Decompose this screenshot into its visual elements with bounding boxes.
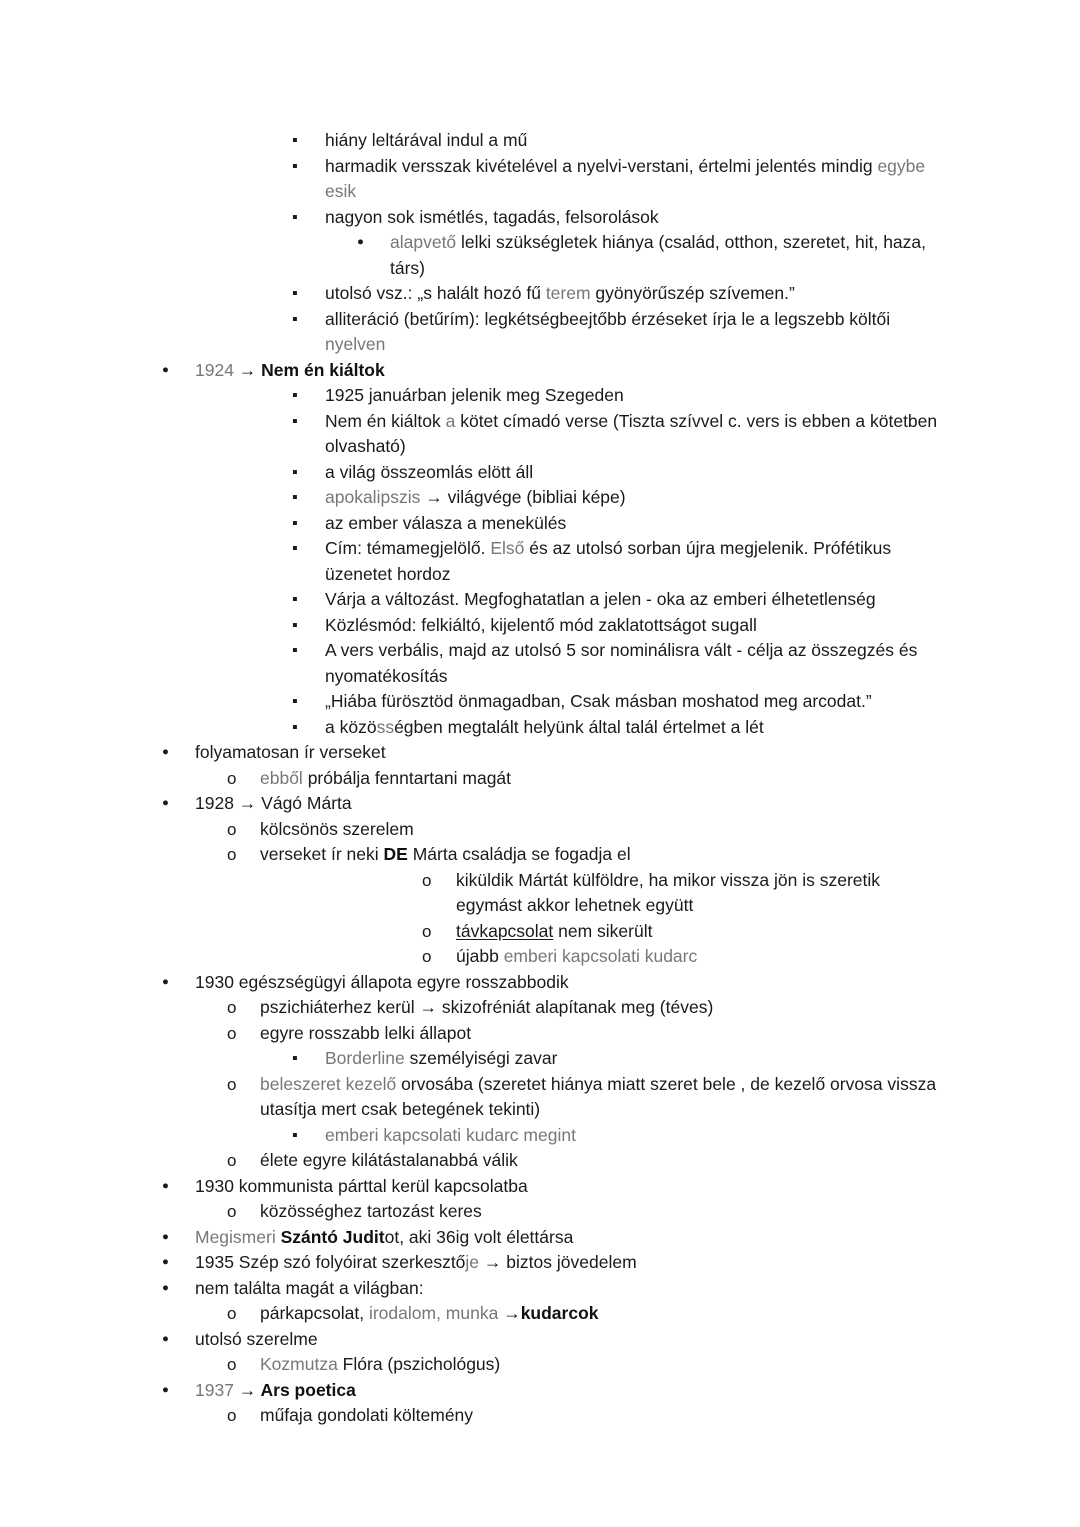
text-segment: 1928 (195, 793, 239, 813)
list-item (130, 383, 950, 409)
list-item-text (325, 640, 917, 686)
list-item-text (260, 1201, 482, 1221)
disc-bullet-icon: ● (162, 1332, 169, 1345)
list-item-text (390, 232, 926, 278)
text-segment: nem találta magát a világban: (195, 1277, 424, 1298)
list-item-text (325, 130, 527, 150)
list-item (130, 817, 950, 843)
text-segment: távkapcsolat (456, 920, 554, 941)
text-segment: irodalom, munka (368, 1303, 504, 1323)
text-segment: Vágó Márta (261, 793, 352, 813)
text-segment: harmadik versszak kivételével a nyelvi-verstani, értelmi jelentés mindig (325, 155, 878, 176)
list-item (130, 715, 950, 741)
square-bullet-icon: ▪ (292, 693, 298, 710)
list-item-text (325, 691, 872, 711)
square-bullet-icon: ▪ (292, 642, 298, 659)
text-segment: ot, aki 36ig volt élettársa (384, 1226, 574, 1247)
list-item (130, 944, 950, 970)
text-segment: alliteráció (betűrím): legkétségbeejtőbb érzéseket írja le a legszebb költői (325, 308, 891, 329)
arrow-icon: → (238, 793, 262, 813)
arrow-icon: → (425, 487, 448, 507)
list-item (130, 511, 950, 537)
circle-bullet-icon: o (227, 845, 237, 864)
text-segment: utolsó vsz.: „s halált hozó fű (325, 283, 546, 303)
circle-bullet-icon: o (227, 998, 237, 1017)
disc-bullet-icon: ● (162, 363, 169, 376)
text-segment: kiküldik Mártát külföldre, ha mikor vissza jön is szeretik egymást akkor lehetnek együtt (456, 869, 881, 915)
list-item (130, 1123, 950, 1149)
list-item (130, 1174, 950, 1200)
square-bullet-icon: ▪ (292, 412, 298, 430)
square-bullet-icon: ▪ (292, 285, 298, 302)
text-segment: skizofréniát alapítanak meg (téves) (441, 997, 714, 1017)
text-segment: beleszeret kezelő (260, 1073, 397, 1094)
list-item (130, 205, 950, 231)
text-segment: emberi kapcsolati kudarc megint (325, 1124, 576, 1145)
text-segment: és az utolsó sorban újra megjelenik. Prófétikus üzenetet hordoz (325, 538, 892, 584)
list-item-text (260, 1405, 473, 1425)
text-segment: Cím: témamegjelölő. (325, 538, 491, 558)
circle-bullet-icon: o (227, 1304, 237, 1323)
square-bullet-icon: ▪ (292, 463, 298, 481)
text-segment: a (445, 410, 456, 431)
text-segment: a közö (325, 716, 377, 737)
circle-bullet-icon: o (422, 921, 432, 941)
text-segment: folyamatosan ír verseket (195, 742, 386, 762)
square-bullet-icon: ▪ (292, 718, 298, 736)
text-segment: gyönyörűszép szívemen.” (590, 283, 795, 303)
list-item-text (325, 207, 659, 227)
text-segment: nem sikerült (553, 920, 653, 941)
text-segment: apokalipszis (325, 487, 426, 507)
list-item (130, 766, 950, 792)
text-segment: élete egyre kilátástalanabbá válik (260, 1150, 518, 1170)
text-segment: ebből (260, 767, 303, 788)
list-item (130, 536, 950, 587)
circle-bullet-icon: o (227, 768, 237, 788)
list-item (130, 638, 950, 689)
circle-bullet-icon: o (227, 1355, 237, 1374)
text-segment: kölcsönös szerelem (260, 818, 414, 839)
list-item-text (325, 538, 891, 584)
circle-bullet-icon: o (227, 819, 237, 839)
text-segment: Ars poetica (260, 1379, 356, 1400)
list-item-text (325, 1048, 557, 1068)
list-item (130, 613, 950, 639)
text-segment: nagyon sok ismétlés, tagadás, felsorolások (325, 206, 659, 227)
text-segment: 1930 kommunista párttal kerül kapcsolatba (195, 1175, 528, 1196)
list-item-text (325, 462, 533, 482)
list-item-text (260, 844, 631, 864)
list-item (130, 230, 950, 281)
arrow-icon: → (503, 1303, 521, 1323)
text-segment: párkapcsolat, (260, 1303, 369, 1323)
square-bullet-icon: ▪ (292, 489, 298, 506)
text-segment: „Hiába fürösztöd önmagadban, Csak másban moshatod meg arcodat.” (325, 691, 872, 711)
circle-bullet-icon: o (227, 1406, 237, 1425)
text-segment: Szántó Judit (280, 1226, 385, 1247)
text-segment: világvége (bibliai képe) (447, 487, 626, 507)
square-bullet-icon: ▪ (292, 1126, 298, 1144)
list-item (130, 587, 950, 613)
circle-bullet-icon: o (422, 870, 432, 890)
list-item (130, 307, 950, 358)
text-segment: Flóra (pszichológus) (337, 1354, 501, 1374)
list-item-text (325, 513, 566, 533)
circle-bullet-icon: o (422, 947, 432, 966)
text-segment: Első (490, 538, 525, 558)
text-segment: kötet címadó verse (Tiszta szívvel c. vers is ebben a kötetben olvasható) (325, 410, 938, 456)
text-segment: ss (376, 716, 395, 737)
text-segment: 1937 (195, 1379, 239, 1400)
list-item-text (325, 156, 925, 202)
list-item-text (260, 768, 511, 788)
list-item (130, 791, 950, 817)
text-segment: 1930 egészségügyi állapota egyre rosszabbodik (195, 971, 569, 992)
text-segment: Kozmutza (260, 1354, 338, 1374)
disc-bullet-icon: ● (162, 1256, 169, 1268)
text-segment: utolsó szerelme (195, 1328, 318, 1349)
list-item (130, 995, 950, 1021)
text-segment: az ember válasza a menekülés (325, 512, 567, 533)
list-item (130, 409, 950, 460)
list-item-text (325, 487, 626, 507)
list-item-text (325, 283, 795, 303)
text-segment: verseket ír neki (260, 844, 384, 864)
disc-bullet-icon: ● (162, 1230, 169, 1243)
square-bullet-icon: ▪ (292, 591, 298, 608)
list-item (130, 485, 950, 511)
list-item-text (325, 385, 624, 405)
list-item-text (260, 819, 414, 839)
text-segment: Várja a változást. Megfoghatatlan a jelen - oka az emberi élhetetlenség (325, 589, 876, 609)
list-item-text (456, 870, 880, 916)
text-segment: orvosába (szeretet hiánya miatt szeret bele , de kezelő orvosa vissza utasítja mert csak betegének tekinti) (260, 1073, 937, 1119)
text-segment: műfaja gondolati költemény (260, 1405, 474, 1425)
list-item-text (260, 997, 713, 1017)
list-item (130, 689, 950, 715)
square-bullet-icon: ▪ (292, 616, 298, 634)
text-segment: biztos jövedelem (506, 1252, 637, 1272)
list-item-text (195, 1380, 356, 1400)
list-item-text (456, 946, 697, 966)
list-item (130, 1301, 950, 1327)
list-item-text (195, 1176, 528, 1196)
arrow-icon: → (483, 1252, 507, 1272)
list-item-text (260, 1354, 500, 1374)
text-segment: kudarcok (520, 1303, 599, 1323)
list-item-text (325, 309, 890, 355)
list-item (130, 154, 950, 205)
square-bullet-icon: ▪ (292, 157, 298, 175)
list-item (130, 1148, 950, 1174)
circle-bullet-icon: o (227, 1202, 237, 1221)
text-segment: 1935 Szép szó folyóirat szerkesztő (195, 1252, 466, 1272)
text-segment: Megismeri (195, 1226, 281, 1247)
square-bullet-icon: ▪ (292, 208, 298, 226)
list-item-text (195, 1227, 573, 1247)
arrow-icon: → (238, 1379, 261, 1400)
list-item (130, 1378, 950, 1404)
list-item (130, 1352, 950, 1378)
list-item-text (325, 1125, 576, 1145)
list-item (130, 740, 950, 766)
circle-bullet-icon: o (227, 1023, 237, 1043)
disc-bullet-icon: ● (162, 746, 169, 758)
text-segment: emberi kapcsolati kudarc (503, 946, 698, 966)
text-segment: DE (383, 844, 408, 864)
list-item-text (260, 1303, 599, 1323)
text-segment: egybe esik (325, 155, 926, 201)
disc-bullet-icon: ● (162, 1179, 169, 1192)
disc-bullet-icon: ● (162, 1383, 169, 1396)
arrow-icon: → (238, 359, 262, 380)
text-segment: égben megtalált helyünk által talál értelmet a lét (394, 716, 764, 737)
circle-bullet-icon: o (227, 1151, 237, 1170)
text-segment: Nem én kiáltok (325, 410, 446, 431)
list-item-text (195, 972, 569, 992)
text-segment: személyiségi zavar (409, 1048, 558, 1068)
list-item (130, 1225, 950, 1251)
list-item (130, 1276, 950, 1302)
list-item-text (195, 1252, 637, 1272)
list-item (130, 970, 950, 996)
square-bullet-icon: ▪ (292, 514, 298, 532)
list-item (130, 868, 950, 919)
list-item (130, 919, 950, 945)
list-item (130, 460, 950, 486)
disc-bullet-icon: ● (162, 1281, 169, 1294)
list-item-text (195, 742, 386, 762)
list-item-text (195, 1329, 318, 1349)
circle-bullet-icon: o (227, 1074, 237, 1094)
square-bullet-icon: ▪ (292, 387, 298, 404)
square-bullet-icon: ▪ (292, 132, 298, 149)
list-item (130, 1046, 950, 1072)
square-bullet-icon: ▪ (292, 310, 298, 328)
text-segment: hiány leltárával indul a mű (325, 130, 528, 150)
text-segment: Közlésmód: felkiáltó, kijelentő mód zaklatottságot sugall (325, 614, 757, 635)
notes-bullet-list (130, 128, 950, 1429)
text-segment: je (465, 1252, 480, 1272)
text-segment: 1924 (195, 359, 239, 380)
list-item-text (195, 793, 352, 813)
text-segment: alapvető (390, 232, 457, 252)
text-segment: pszichiáterhez kerül (260, 997, 420, 1017)
list-item (130, 358, 950, 384)
square-bullet-icon: ▪ (292, 1050, 298, 1067)
list-item (130, 281, 950, 307)
list-item (130, 842, 950, 868)
text-segment: próbálja fenntartani magát (302, 767, 512, 788)
list-item-text (260, 1150, 518, 1170)
list-item-text (195, 1278, 424, 1298)
text-segment: Márta családja se fogadja el (407, 844, 631, 864)
arrow-icon: → (419, 997, 442, 1017)
list-item (130, 1072, 950, 1123)
list-item (130, 1250, 950, 1276)
text-segment: terem (545, 283, 591, 303)
square-bullet-icon: ▪ (292, 540, 298, 557)
list-item-text (325, 615, 757, 635)
list-item (130, 1403, 950, 1429)
text-segment: Borderline (325, 1048, 410, 1068)
list-item (130, 128, 950, 154)
text-segment: 1925 januárban jelenik meg Szegeden (325, 385, 624, 405)
text-segment: lelki szükségletek hiánya (család, otthon, szeretet, hit, haza, társ) (390, 232, 927, 278)
list-item-text (325, 589, 876, 609)
text-segment: Nem én kiáltok (261, 359, 385, 380)
list-item-text (195, 360, 385, 380)
list-item (130, 1327, 950, 1353)
list-item-text (260, 1023, 471, 1043)
list-item-text (260, 1074, 936, 1120)
list-item-text (325, 411, 937, 457)
list-item-text (456, 921, 652, 941)
text-segment: nyelven (325, 334, 386, 354)
list-item-text (325, 717, 764, 737)
disc-bullet-icon: ● (162, 797, 169, 809)
text-segment: közösséghez tartozást keres (260, 1201, 482, 1221)
text-segment: a világ összeomlás elött áll (325, 461, 534, 482)
list-item (130, 1021, 950, 1047)
text-segment: újabb (456, 946, 504, 966)
text-segment: egyre rosszabb lelki állapot (260, 1022, 472, 1043)
disc-bullet-icon: ● (357, 236, 364, 248)
list-item (130, 1199, 950, 1225)
disc-bullet-icon: ● (162, 975, 169, 988)
text-segment: A vers verbális, majd az utolsó 5 sor nominálisra vált - célja az összegzés és nyomatékosítás (325, 640, 918, 686)
